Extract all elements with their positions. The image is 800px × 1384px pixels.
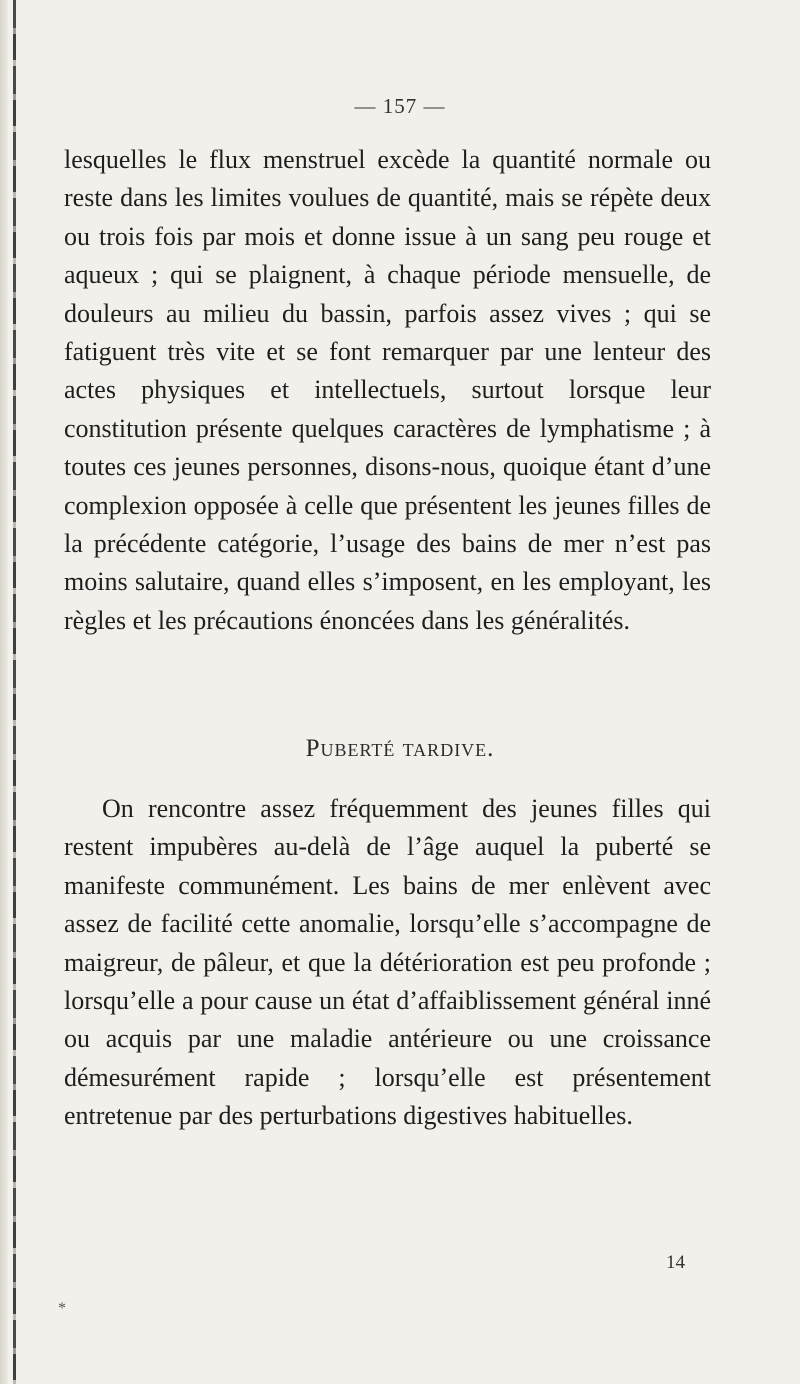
page-gutter-shadow: [0, 0, 8, 1384]
section-heading: Puberté tardive.: [305, 735, 495, 762]
page-number: — 157 —: [354, 94, 446, 118]
printer-signature-mark: 14: [666, 1252, 685, 1273]
margin-mark: *: [58, 1300, 66, 1317]
binding-edge: [13, 0, 16, 1384]
body-paragraph-2: On rencontre assez fréquemment des jeunes filles qui restent impubères au-delà de l’âge auquel la puberté se manifeste communément. Les bains de mer enlèvent avec assez de facilité cette anomalie, lorsqu’elle s’accompagne de maigreur, de pâleur, et que la détérioration est peu profonde ; lorsqu’elle a pour cause un état d’affaiblissement général inné ou acquis par une maladie antérieure ou une croissance démesurément rapide ; lorsqu’elle est présentement entretenue par des perturbations digestives habituelles.: [64, 794, 711, 1131]
body-paragraph-1: lesquelles le flux menstruel excède la quantité normale ou reste dans les limites voulues de quantité, mais se répète deux ou trois fois par mois et donne issue à un sang peu rouge et aqueux ; qui se plaignent, à chaque période mensuelle, de douleurs au milieu du bassin, parfois assez vives ; qui se fatiguent très vite et se font remarquer par une lenteur des actes physiques et intellectuels, surtout lorsque leur constitution présente quelques caractères de lymphatisme ; à toutes ces jeunes personnes, disons-nous, quoique étant d’une complexion opposée à celle que présentent les jeunes filles de la précédente catégorie, l’usage des bains de mer n’est pas moins salutaire, quand elles s’imposent, en les employant, les règles et les précautions énoncées dans les généralités.: [64, 145, 711, 635]
